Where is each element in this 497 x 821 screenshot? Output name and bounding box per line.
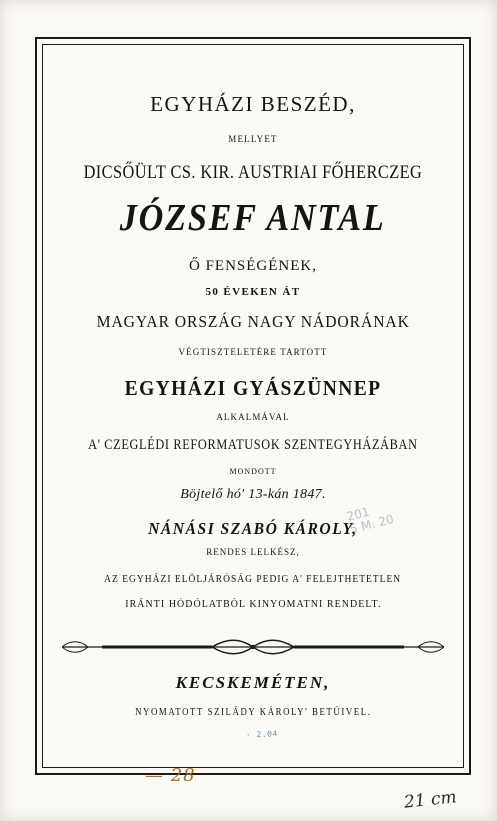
author-line: NÁNÁSI SZABÓ KÁROLY, — [148, 519, 358, 538]
blue-ink-stamp: · 2.04 — [245, 729, 278, 740]
venue-line: A' CZEGLÉDI REFORMATUSOK SZENTEGYHÁZÁBAN — [88, 437, 418, 453]
printer-line: NYOMATOTT SZILÁDY KÁROLY' BETŰIVEL. — [134, 707, 372, 718]
faint-library-stamp: 201 5 M. 20 — [345, 504, 396, 537]
honoree-name: JÓZSEF ANTAL — [120, 197, 386, 239]
commission-line-2: IRÁNTI HÓDÓLATBÓL KINYOMATNI RENDELT. — [124, 598, 382, 610]
decorative-rule — [62, 636, 444, 658]
fenseg-line: Ő FENSÉGÉNEK, — [189, 258, 317, 274]
place-line: KECSKEMÉTEN, — [175, 673, 331, 692]
author-role-line: RENDES LELKÉSZ, — [206, 547, 300, 557]
title: EGYHÁZI BESZÉD, — [150, 92, 356, 116]
vegtisztelet-line: VÉGTISZTELETÉRE TARTOTT — [178, 347, 328, 357]
office-line: MAGYAR ORSZÁG NAGY NÁDORÁNAK — [96, 312, 410, 331]
date-line: Böjtelő hó' 13-kán 1847. — [180, 487, 326, 502]
years-line: 50 ÉVEKEN ÁT — [205, 286, 301, 298]
handwritten-size-note: 21 cm — [403, 787, 458, 813]
dedication-line: DICSŐÜLT CS. KIR. AUSTRIAI FŐHERCZEG — [83, 162, 423, 183]
mondott-line: MONDOTT — [229, 467, 277, 476]
inner-border-frame — [42, 44, 464, 768]
mellyet-line: MELLYET — [228, 134, 278, 144]
alkalmaval-line: ALKALMÁVAL — [216, 412, 290, 422]
commission-line-1: AZ EGYHÁZI ELÖLJÁRÓSÁG PEDIG A' FELEJTHETETLEN — [104, 573, 402, 585]
handwritten-catalog-number: — 28 — [145, 765, 196, 786]
event-line: EGYHÁZI GYÁSZÜNNEP — [124, 376, 382, 400]
